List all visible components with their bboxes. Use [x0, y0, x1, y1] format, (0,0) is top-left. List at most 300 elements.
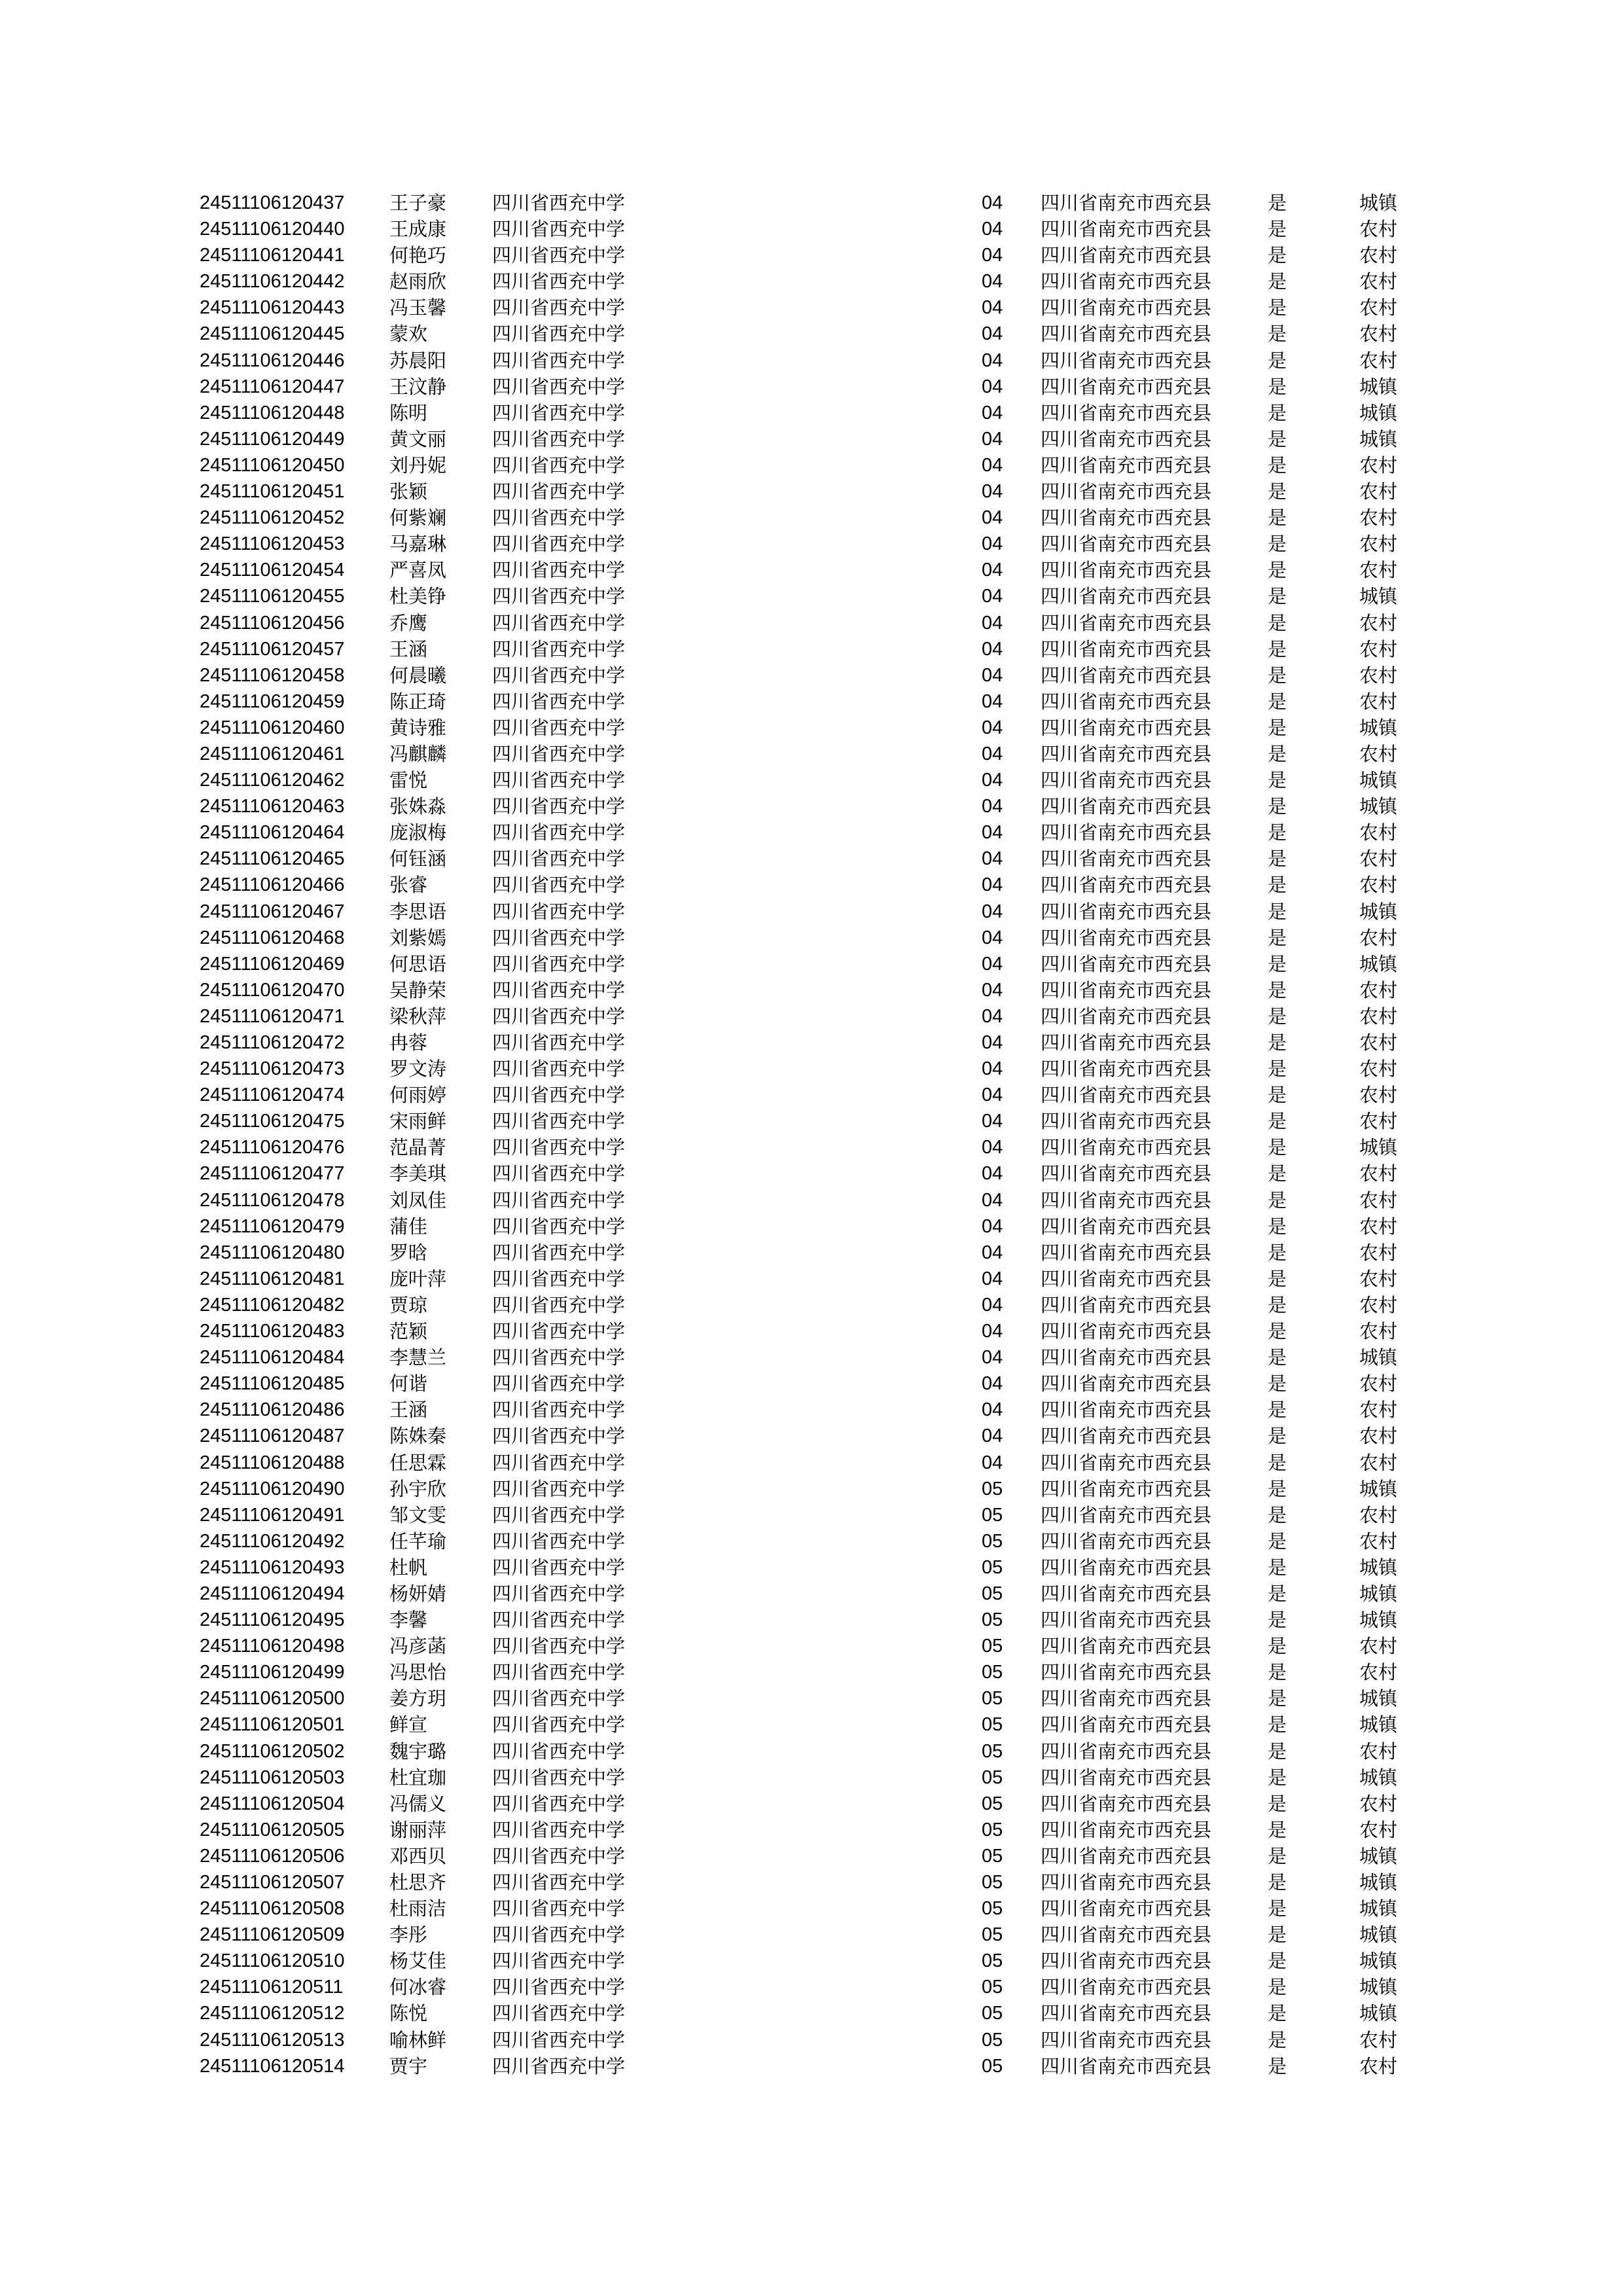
- school-cell: 四川省西充中学: [492, 323, 626, 346]
- student-id-cell: 24511106120479: [200, 1215, 345, 1237]
- residence-type-cell: 农村: [1359, 1189, 1398, 1211]
- table-row: [0, 1895, 1623, 1922]
- region-cell: 四川省南充市西充县: [1041, 296, 1212, 319]
- residence-type-cell: 城镇: [1359, 1897, 1398, 1920]
- residence-type-cell: 农村: [1359, 559, 1398, 582]
- student-name-cell: 何晨曦: [389, 664, 447, 687]
- class-code-cell: 04: [982, 1189, 1003, 1211]
- region-cell: 四川省南充市西充县: [1041, 1950, 1212, 1973]
- class-code-cell: 04: [982, 1426, 1003, 1447]
- class-code-cell: 04: [982, 560, 1003, 581]
- table-row: [0, 1712, 1623, 1738]
- school-cell: 四川省西充中学: [492, 1661, 626, 1684]
- table-row: [0, 1765, 1623, 1791]
- residence-type-cell: 农村: [1359, 874, 1398, 897]
- student-name-cell: 冯彦菡: [389, 1635, 447, 1658]
- eligibility-cell: 是: [1268, 1058, 1287, 1081]
- table-row: [0, 1371, 1623, 1397]
- residence-type-cell: 农村: [1359, 1110, 1398, 1133]
- region-cell: 四川省南充市西充县: [1041, 2054, 1212, 2077]
- table-row: [0, 2053, 1623, 2079]
- table-row: [0, 1397, 1623, 1423]
- student-name-cell: 冯玉馨: [389, 296, 447, 319]
- student-id-cell: 24511106120459: [200, 691, 345, 712]
- residence-type-cell: 农村: [1359, 323, 1398, 346]
- school-cell: 四川省西充中学: [492, 1556, 626, 1579]
- school-cell: 四川省西充中学: [492, 637, 626, 660]
- class-code-cell: 04: [982, 271, 1003, 293]
- student-id-cell: 24511106120508: [200, 1898, 345, 1920]
- student-id-cell: 24511106120478: [200, 1189, 345, 1211]
- residence-type-cell: 城镇: [1359, 1687, 1398, 1710]
- school-cell: 四川省西充中学: [492, 1871, 626, 1893]
- student-id-cell: 24511106120507: [200, 1872, 345, 1893]
- class-code-cell: 04: [982, 376, 1003, 397]
- table-row: [0, 662, 1623, 689]
- school-cell: 四川省西充中学: [492, 1766, 626, 1789]
- school-cell: 四川省西充中学: [492, 375, 626, 398]
- region-cell: 四川省南充市西充县: [1041, 1425, 1212, 1448]
- region-cell: 四川省南充市西充县: [1041, 664, 1212, 687]
- region-cell: 四川省南充市西充县: [1041, 323, 1212, 346]
- table-row: [0, 505, 1623, 531]
- school-cell: 四川省西充中学: [492, 270, 626, 293]
- eligibility-cell: 是: [1268, 769, 1287, 792]
- school-cell: 四川省西充中学: [492, 2002, 626, 2025]
- class-code-cell: 05: [982, 1793, 1003, 1814]
- student-id-cell: 24511106120505: [200, 1819, 345, 1840]
- student-id-cell: 24511106120447: [200, 376, 345, 397]
- eligibility-cell: 是: [1268, 1399, 1287, 1422]
- class-code-cell: 04: [982, 192, 1003, 213]
- residence-type-cell: 农村: [1359, 664, 1398, 687]
- student-id-cell: 24511106120458: [200, 664, 345, 686]
- table-row: [0, 452, 1623, 478]
- student-id-cell: 24511106120512: [200, 2003, 345, 2024]
- class-code-cell: 04: [982, 1058, 1003, 1080]
- school-cell: 四川省西充中学: [492, 585, 626, 608]
- eligibility-cell: 是: [1268, 1320, 1287, 1343]
- region-cell: 四川省南充市西充县: [1041, 1293, 1212, 1316]
- school-cell: 四川省西充中学: [492, 1609, 626, 1632]
- residence-type-cell: 农村: [1359, 507, 1398, 529]
- class-code-cell: 04: [982, 1111, 1003, 1132]
- student-name-cell: 任芊瑜: [389, 1530, 447, 1552]
- table-row: [0, 1344, 1623, 1371]
- roster-table: [0, 190, 1623, 2079]
- table-row: [0, 268, 1623, 295]
- region-cell: 四川省南充市西充县: [1041, 192, 1212, 214]
- class-code-cell: 05: [982, 1583, 1003, 1604]
- table-row: [0, 242, 1623, 268]
- residence-type-cell: 农村: [1359, 1530, 1398, 1552]
- class-code-cell: 05: [982, 1872, 1003, 1893]
- student-name-cell: 陈姝秦: [389, 1425, 447, 1448]
- eligibility-cell: 是: [1268, 1924, 1287, 1946]
- region-cell: 四川省南充市西充县: [1041, 1897, 1212, 1920]
- student-name-cell: 冉蓉: [389, 1031, 428, 1054]
- table-row: [0, 374, 1623, 400]
- eligibility-cell: 是: [1268, 585, 1287, 608]
- class-code-cell: 04: [982, 507, 1003, 529]
- student-id-cell: 24511106120457: [200, 638, 345, 660]
- student-name-cell: 王成康: [389, 218, 447, 241]
- school-cell: 四川省西充中学: [492, 1399, 626, 1422]
- student-id-cell: 24511106120466: [200, 874, 345, 896]
- class-code-cell: 04: [982, 1373, 1003, 1395]
- table-row: [0, 531, 1623, 557]
- class-code-cell: 04: [982, 1137, 1003, 1158]
- eligibility-cell: 是: [1268, 1687, 1287, 1710]
- table-row: [0, 1633, 1623, 1659]
- class-code-cell: 05: [982, 1530, 1003, 1552]
- class-code-cell: 05: [982, 1845, 1003, 1867]
- residence-type-cell: 农村: [1359, 1818, 1398, 1841]
- class-code-cell: 04: [982, 822, 1003, 844]
- table-row: [0, 1292, 1623, 1318]
- student-name-cell: 梁秋萍: [389, 1005, 447, 1028]
- region-cell: 四川省南充市西充县: [1041, 1556, 1212, 1579]
- table-row: [0, 1318, 1623, 1344]
- student-id-cell: 24511106120490: [200, 1478, 345, 1499]
- eligibility-cell: 是: [1268, 1189, 1287, 1211]
- eligibility-cell: 是: [1268, 533, 1287, 556]
- student-name-cell: 李思语: [389, 900, 447, 923]
- region-cell: 四川省南充市西充县: [1041, 1477, 1212, 1500]
- eligibility-cell: 是: [1268, 1582, 1287, 1605]
- residence-type-cell: 农村: [1359, 926, 1398, 949]
- eligibility-cell: 是: [1268, 1844, 1287, 1867]
- region-cell: 四川省南充市西充县: [1041, 795, 1212, 818]
- residence-type-cell: 农村: [1359, 1635, 1398, 1658]
- residence-type-cell: 农村: [1359, 1792, 1398, 1815]
- residence-type-cell: 城镇: [1359, 375, 1398, 398]
- student-name-cell: 刘紫嫣: [389, 926, 447, 949]
- residence-type-cell: 农村: [1359, 848, 1398, 870]
- eligibility-cell: 是: [1268, 1897, 1287, 1920]
- student-id-cell: 24511106120465: [200, 848, 345, 870]
- school-cell: 四川省西充中学: [492, 1058, 626, 1081]
- table-row: [0, 1056, 1623, 1082]
- school-cell: 四川省西充中学: [492, 978, 626, 1001]
- student-id-cell: 24511106120491: [200, 1504, 345, 1526]
- residence-type-cell: 农村: [1359, 296, 1398, 319]
- region-cell: 四川省南充市西充县: [1041, 1215, 1212, 1238]
- student-id-cell: 24511106120476: [200, 1137, 345, 1158]
- table-row: [0, 1423, 1623, 1449]
- student-id-cell: 24511106120462: [200, 770, 345, 791]
- student-id-cell: 24511106120446: [200, 350, 345, 371]
- eligibility-cell: 是: [1268, 1950, 1287, 1973]
- student-id-cell: 24511106120510: [200, 1950, 345, 1972]
- school-cell: 四川省西充中学: [492, 296, 626, 319]
- region-cell: 四川省南充市西充县: [1041, 244, 1212, 267]
- class-code-cell: 04: [982, 1399, 1003, 1421]
- student-name-cell: 李彤: [389, 1924, 428, 1946]
- residence-type-cell: 城镇: [1359, 1766, 1398, 1789]
- table-row: [0, 1502, 1623, 1528]
- residence-type-cell: 城镇: [1359, 427, 1398, 450]
- school-cell: 四川省西充中学: [492, 1818, 626, 1841]
- residence-type-cell: 城镇: [1359, 1950, 1398, 1973]
- residence-type-cell: 城镇: [1359, 1609, 1398, 1632]
- school-cell: 四川省西充中学: [492, 349, 626, 372]
- eligibility-cell: 是: [1268, 1136, 1287, 1159]
- school-cell: 四川省西充中学: [492, 1136, 626, 1159]
- student-id-cell: 24511106120488: [200, 1452, 345, 1473]
- eligibility-cell: 是: [1268, 1609, 1287, 1632]
- school-cell: 四川省西充中学: [492, 192, 626, 214]
- table-row: [0, 793, 1623, 819]
- table-row: [0, 1160, 1623, 1187]
- residence-type-cell: 城镇: [1359, 900, 1398, 923]
- student-name-cell: 宋雨鲜: [389, 1110, 447, 1133]
- eligibility-cell: 是: [1268, 664, 1287, 687]
- residence-type-cell: 农村: [1359, 1399, 1398, 1422]
- residence-type-cell: 农村: [1359, 1451, 1398, 1474]
- class-code-cell: 05: [982, 1636, 1003, 1657]
- student-id-cell: 24511106120509: [200, 1924, 345, 1946]
- student-name-cell: 谢丽萍: [389, 1818, 447, 1841]
- class-code-cell: 04: [982, 533, 1003, 555]
- school-cell: 四川省西充中学: [492, 1844, 626, 1867]
- eligibility-cell: 是: [1268, 270, 1287, 293]
- eligibility-cell: 是: [1268, 1372, 1287, 1395]
- school-cell: 四川省西充中学: [492, 1924, 626, 1946]
- eligibility-cell: 是: [1268, 349, 1287, 372]
- table-row: [0, 1240, 1623, 1266]
- region-cell: 四川省南充市西充县: [1041, 1582, 1212, 1605]
- school-cell: 四川省西充中学: [492, 559, 626, 582]
- eligibility-cell: 是: [1268, 1477, 1287, 1500]
- class-code-cell: 04: [982, 1452, 1003, 1473]
- student-name-cell: 马嘉琳: [389, 533, 447, 556]
- class-code-cell: 05: [982, 1950, 1003, 1972]
- region-cell: 四川省南充市西充县: [1041, 1609, 1212, 1632]
- eligibility-cell: 是: [1268, 690, 1287, 713]
- table-row: [0, 1528, 1623, 1554]
- student-name-cell: 贾琼: [389, 1293, 428, 1316]
- student-name-cell: 雷悦: [389, 769, 428, 792]
- region-cell: 四川省南充市西充县: [1041, 742, 1212, 765]
- student-id-cell: 24511106120495: [200, 1609, 345, 1631]
- class-code-cell: 04: [982, 901, 1003, 922]
- student-name-cell: 黄诗雅: [389, 716, 447, 739]
- eligibility-cell: 是: [1268, 1425, 1287, 1448]
- student-id-cell: 24511106120501: [200, 1714, 345, 1736]
- region-cell: 四川省南充市西充县: [1041, 1267, 1212, 1290]
- eligibility-cell: 是: [1268, 480, 1287, 503]
- student-id-cell: 24511106120494: [200, 1583, 345, 1604]
- residence-type-cell: 农村: [1359, 1031, 1398, 1054]
- student-name-cell: 何艳巧: [389, 244, 447, 267]
- student-name-cell: 张姝淼: [389, 795, 447, 818]
- student-name-cell: 何冰睿: [389, 1976, 447, 1999]
- eligibility-cell: 是: [1268, 2002, 1287, 2025]
- student-id-cell: 24511106120443: [200, 297, 345, 319]
- class-code-cell: 04: [982, 691, 1003, 712]
- school-cell: 四川省西充中学: [492, 952, 626, 975]
- school-cell: 四川省西充中学: [492, 401, 626, 424]
- student-id-cell: 24511106120475: [200, 1111, 345, 1132]
- school-cell: 四川省西充中学: [492, 454, 626, 476]
- class-code-cell: 04: [982, 979, 1003, 1001]
- table-row: [0, 2000, 1623, 2026]
- eligibility-cell: 是: [1268, 900, 1287, 923]
- region-cell: 四川省南充市西充县: [1041, 1110, 1212, 1133]
- region-cell: 四川省南充市西充县: [1041, 559, 1212, 582]
- student-name-cell: 杜雨洁: [389, 1897, 447, 1920]
- student-id-cell: 24511106120450: [200, 454, 345, 476]
- student-id-cell: 24511106120440: [200, 219, 345, 240]
- eligibility-cell: 是: [1268, 1267, 1287, 1290]
- residence-type-cell: 城镇: [1359, 1871, 1398, 1893]
- student-id-cell: 24511106120469: [200, 953, 345, 975]
- table-row: [0, 977, 1623, 1003]
- table-row: [0, 321, 1623, 347]
- residence-type-cell: 城镇: [1359, 1582, 1398, 1605]
- table-row: [0, 1948, 1623, 1974]
- residence-type-cell: 农村: [1359, 1162, 1398, 1185]
- student-name-cell: 杨艾佳: [389, 1950, 447, 1973]
- student-name-cell: 黄文丽: [389, 427, 447, 450]
- class-code-cell: 05: [982, 2003, 1003, 2024]
- eligibility-cell: 是: [1268, 401, 1287, 424]
- student-name-cell: 王子豪: [389, 192, 447, 214]
- student-id-cell: 24511106120503: [200, 1767, 345, 1788]
- residence-type-cell: 农村: [1359, 1058, 1398, 1081]
- student-id-cell: 24511106120460: [200, 717, 345, 738]
- region-cell: 四川省南充市西充县: [1041, 1241, 1212, 1264]
- school-cell: 四川省西充中学: [492, 821, 626, 844]
- student-id-cell: 24511106120437: [200, 192, 345, 213]
- region-cell: 四川省南充市西充县: [1041, 349, 1212, 372]
- eligibility-cell: 是: [1268, 848, 1287, 870]
- school-cell: 四川省西充中学: [492, 507, 626, 529]
- region-cell: 四川省南充市西充县: [1041, 1005, 1212, 1028]
- student-name-cell: 杜美铮: [389, 585, 447, 608]
- table-row: [0, 216, 1623, 242]
- table-row: [0, 689, 1623, 715]
- class-code-cell: 04: [982, 1321, 1003, 1342]
- school-cell: 四川省西充中学: [492, 1635, 626, 1658]
- student-id-cell: 24511106120472: [200, 1032, 345, 1053]
- student-id-cell: 24511106120470: [200, 979, 345, 1001]
- residence-type-cell: 农村: [1359, 978, 1398, 1001]
- school-cell: 四川省西充中学: [492, 1687, 626, 1710]
- residence-type-cell: 农村: [1359, 1320, 1398, 1343]
- table-row: [0, 583, 1623, 609]
- table-row: [0, 610, 1623, 636]
- eligibility-cell: 是: [1268, 1871, 1287, 1893]
- table-row: [0, 925, 1623, 951]
- eligibility-cell: 是: [1268, 1661, 1287, 1684]
- residence-type-cell: 农村: [1359, 1372, 1398, 1395]
- region-cell: 四川省南充市西充县: [1041, 1372, 1212, 1395]
- eligibility-cell: 是: [1268, 192, 1287, 214]
- student-name-cell: 何雨婷: [389, 1084, 447, 1107]
- class-code-cell: 04: [982, 245, 1003, 266]
- residence-type-cell: 城镇: [1359, 716, 1398, 739]
- class-code-cell: 04: [982, 297, 1003, 319]
- student-name-cell: 陈明: [389, 401, 428, 424]
- residence-type-cell: 城镇: [1359, 1556, 1398, 1579]
- eligibility-cell: 是: [1268, 742, 1287, 765]
- region-cell: 四川省南充市西充县: [1041, 1766, 1212, 1789]
- region-cell: 四川省南充市西充县: [1041, 1031, 1212, 1054]
- student-name-cell: 喻林鲜: [389, 2028, 447, 2051]
- student-id-cell: 24511106120461: [200, 743, 345, 764]
- eligibility-cell: 是: [1268, 1713, 1287, 1736]
- residence-type-cell: 农村: [1359, 611, 1398, 634]
- region-cell: 四川省南充市西充县: [1041, 2028, 1212, 2051]
- eligibility-cell: 是: [1268, 1084, 1287, 1107]
- class-code-cell: 05: [982, 2029, 1003, 2051]
- student-id-cell: 24511106120493: [200, 1556, 345, 1578]
- school-cell: 四川省西充中学: [492, 742, 626, 765]
- student-name-cell: 蒲佳: [389, 1215, 428, 1238]
- school-cell: 四川省西充中学: [492, 795, 626, 818]
- table-row: [0, 295, 1623, 321]
- table-row: [0, 1869, 1623, 1895]
- student-id-cell: 24511106120441: [200, 245, 345, 266]
- student-name-cell: 杜思齐: [389, 1871, 447, 1893]
- region-cell: 四川省南充市西充县: [1041, 1320, 1212, 1343]
- region-cell: 四川省南充市西充县: [1041, 1635, 1212, 1658]
- region-cell: 四川省南充市西充县: [1041, 1871, 1212, 1893]
- region-cell: 四川省南充市西充县: [1041, 585, 1212, 608]
- eligibility-cell: 是: [1268, 821, 1287, 844]
- student-id-cell: 24511106120482: [200, 1294, 345, 1316]
- student-id-cell: 24511106120514: [200, 2055, 345, 2077]
- table-row: [0, 1581, 1623, 1607]
- region-cell: 四川省南充市西充县: [1041, 848, 1212, 870]
- class-code-cell: 05: [982, 2055, 1003, 2077]
- residence-type-cell: 农村: [1359, 1241, 1398, 1264]
- table-row: [0, 872, 1623, 898]
- eligibility-cell: 是: [1268, 427, 1287, 450]
- student-name-cell: 冯思怡: [389, 1661, 447, 1684]
- student-name-cell: 张颖: [389, 480, 428, 503]
- student-name-cell: 王汶静: [389, 375, 447, 398]
- table-row: [0, 426, 1623, 452]
- table-row: [0, 1213, 1623, 1240]
- school-cell: 四川省西充中学: [492, 1477, 626, 1500]
- residence-type-cell: 农村: [1359, 690, 1398, 713]
- region-cell: 四川省南充市西充县: [1041, 427, 1212, 450]
- class-code-cell: 05: [982, 1977, 1003, 1998]
- student-id-cell: 24511106120464: [200, 822, 345, 844]
- student-id-cell: 24511106120506: [200, 1845, 345, 1867]
- eligibility-cell: 是: [1268, 2028, 1287, 2051]
- class-code-cell: 04: [982, 219, 1003, 240]
- region-cell: 四川省南充市西充县: [1041, 1084, 1212, 1107]
- student-name-cell: 杜宜珈: [389, 1766, 447, 1789]
- residence-type-cell: 城镇: [1359, 1713, 1398, 1736]
- student-id-cell: 24511106120483: [200, 1321, 345, 1342]
- eligibility-cell: 是: [1268, 1162, 1287, 1185]
- student-id-cell: 24511106120463: [200, 796, 345, 817]
- eligibility-cell: 是: [1268, 296, 1287, 319]
- school-cell: 四川省西充中学: [492, 1792, 626, 1815]
- residence-type-cell: 城镇: [1359, 192, 1398, 214]
- student-id-cell: 24511106120442: [200, 271, 345, 293]
- student-name-cell: 魏宇璐: [389, 1740, 447, 1763]
- residence-type-cell: 农村: [1359, 270, 1398, 293]
- student-name-cell: 范颖: [389, 1320, 428, 1343]
- student-name-cell: 陈正琦: [389, 690, 447, 713]
- eligibility-cell: 是: [1268, 1530, 1287, 1552]
